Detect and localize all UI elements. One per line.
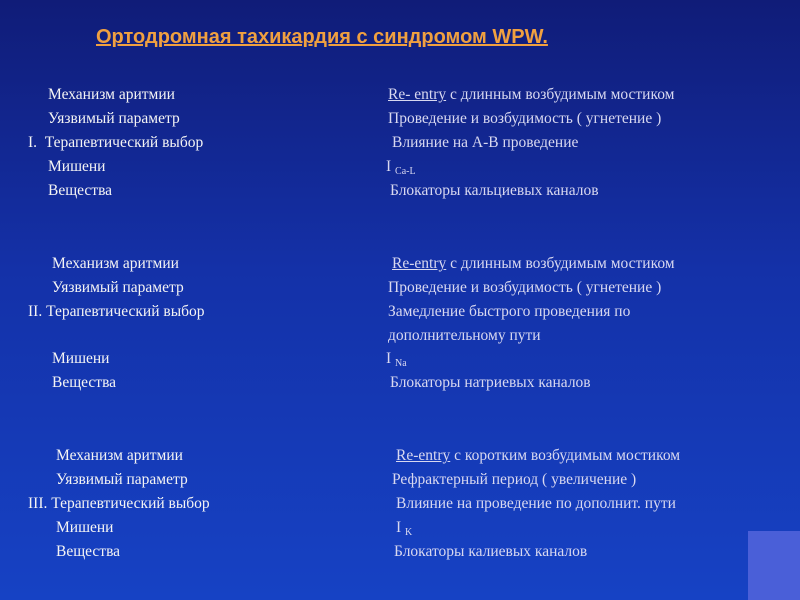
section-2-parameter-value: Проведение и возбудимость ( угнетение ) (388, 279, 662, 296)
section-2-numeral: II. (28, 303, 43, 320)
section-3-drugs-value: Блокаторы калиевых каналов (394, 543, 588, 560)
page-title: Ортодромная тахикардия с синдромом WPW. (96, 26, 548, 48)
section-1-parameter-value: Проведение и возбудимость ( угнетение ) (388, 110, 662, 127)
section-1-parameter-label: Уязвимый параметр (48, 110, 180, 127)
section-3-parameter-label: Уязвимый параметр (56, 471, 188, 488)
section-3-choice-label: III. Терапевтический выбор (28, 495, 210, 512)
section-2-mechanism-value: Re-entry с длинным возбудимым мостиком (392, 255, 675, 272)
section-3-numeral: III. (28, 495, 48, 512)
section-1-reentry-term: Re- entry (388, 86, 447, 103)
section-1-drugs-label: Вещества (48, 182, 113, 199)
section-3-mechanism-label: Механизм аритмии (56, 447, 183, 464)
section-1-target-label: Мишени (48, 158, 106, 175)
section-2-target-label: Мишени (52, 350, 110, 367)
section-3-reentry-term: Re-entry (396, 447, 451, 464)
section-3-target-label: Мишени (56, 519, 114, 536)
section-1-target-value: I $_{Ca-L}$ (386, 158, 416, 177)
section-2-mechanism-label: Механизм аритмии (52, 255, 179, 272)
section-1-choice-label: I. Терапевтический выбор (28, 134, 204, 151)
section-1-choice-value: Влияние на А-В проведение (392, 134, 579, 151)
section-2-choice-value-line2: дополнительному пути (388, 327, 541, 344)
section-3-choice-value: Влияние на проведение по дополнит. пути (396, 495, 676, 512)
section-2-choice-value-line1: Замедление быстрого проведения по (388, 303, 631, 320)
section-1-mechanism-value: Re- entry с длинным возбудимым мостиком (388, 86, 675, 103)
section-3-mechanism-value: Re-entry с коротким возбудимым мостиком (396, 447, 681, 464)
section-2-choice-label: II. Терапевтический выбор (28, 303, 205, 320)
section-1-drugs-value: Блокаторы кальциевых каналов (390, 182, 599, 199)
section-2-reentry-term: Re-entry (392, 255, 447, 272)
section-2-parameter-label: Уязвимый параметр (52, 279, 184, 296)
section-3-parameter-value: Рефрактерный период ( увеличение ) (392, 471, 637, 488)
section-3-drugs-label: Вещества (56, 543, 121, 560)
section-1-numeral: I. (28, 134, 38, 151)
section-1-mechanism-label: Механизм аритмии (48, 86, 175, 103)
section-3-target-value: I $_K$ (396, 519, 413, 538)
section-2-drugs-label: Вещества (52, 374, 117, 391)
corner-decoration-box (748, 531, 800, 600)
section-2-drugs-value: Блокаторы натриевых каналов (390, 374, 591, 391)
section-2-target-value: I $_{Na}$ (386, 350, 407, 369)
